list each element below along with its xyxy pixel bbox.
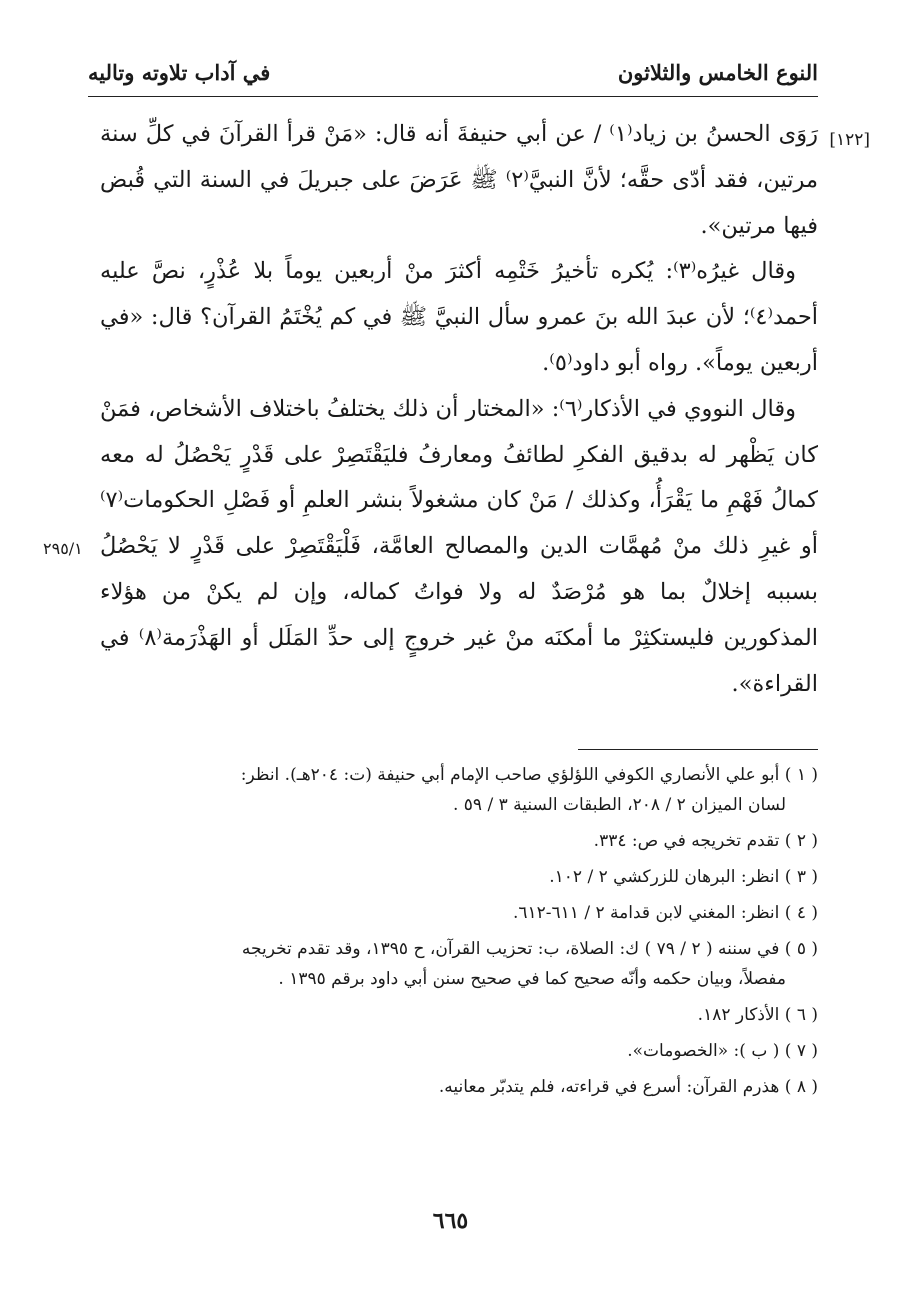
footnote-number: ( ٧ ): [784, 1041, 818, 1061]
footnote-text: انظر: المغني لابن قدامة ٢ / ٦١١-٦١٢.: [512, 903, 780, 923]
footnote-continuation: لسان الميزان ٢ / ٢٠٨، الطبقات السنية ٣ / ٥٩ .: [452, 795, 786, 815]
footnote-text: الأذكار ١٨٢.: [697, 1005, 780, 1025]
footnote-item: [100, 934, 818, 994]
footnote-number: ( ٣ ): [784, 867, 818, 887]
footnote-number: ( ٦ ): [784, 1005, 818, 1025]
footnote-text: في سننه ( ٢ / ٧٩ ) ك: الصلاة، ب: تحزيب القرآن، ح ١٣٩٥، وقد تقدم تخريجه: [241, 939, 780, 959]
page-number: ٦٦٥: [432, 1208, 469, 1234]
footnote-number: ( ٥ ): [784, 939, 818, 959]
footnote-item: [100, 1000, 818, 1030]
paragraph-1: رَوَى الحسنُ بن زياد⁽١⁾ / عن أبي حنيفةَ أنه قال: «مَنْ قرأ القرآنَ في كلِّ سنة مرتين، فقد أدّى حقَّه؛ لأنَّ النبيَّ⁽٢⁾ ﷺ عَرَضَ على جبريلَ في السنة التي قُبض فيها مرتين».: [100, 121, 819, 239]
footnote-number: ( ٤ ): [784, 903, 818, 923]
footnote-text: ( ب ): «الخصومات».: [627, 1041, 780, 1061]
header-chapter-title: النوع الخامس والثلاثون: [617, 59, 818, 85]
running-header: [88, 52, 818, 92]
main-text: [43, 112, 870, 707]
footnotes: [100, 760, 818, 1108]
paragraph-3: وقال النووي في الأذكار⁽٦⁾: «المختار أن ذلك يختلفُ باختلاف الأشخاص، فمَنْ كان يَظْهر له بدقيق الفكرِ لطائفُ ومعارفُ فليَقْتَصِرْ على قَدْرٍ يَحْصُلُ له معه كمالُ فَهْمِ ما يَقْرَأُ، وكذلك / مَنْ كان مشغولاً بنشر العلمِ أو فَصْلِ الحكومات⁽٧⁾ أو غيرِ ذلك منْ مُهمَّات الدين والمصالح العامَّة، فَلْيَقْتَصِرْ على قَدْرٍ لا يَحْصُلُ بسببه إخلالٌ بما هو مُرْصَدٌ له ولا فواتُ كماله، وإن لم يكنْ من هؤلاء المذكورين فليستكثِرْ ما أمكنَه منْ غير خروجٍ إلى حدِّ المَلَل أو الهَذْرَمة⁽٨⁾ في القراءة».: [100, 395, 819, 697]
margin-page-reference: ٢٩٥/١: [43, 539, 83, 558]
footnote-text: أبو علي الأنصاري الكوفي اللؤلؤي صاحب الإمام أبي حنيفة (ت: ٢٠٤هـ). انظر:: [240, 765, 780, 785]
header-section-title: في آداب تلاوته وتاليه: [88, 59, 271, 85]
footnote-item: [100, 760, 818, 820]
footnote-number: ( ٢ ): [784, 831, 818, 851]
footnote-number: ( ٨ ): [784, 1077, 818, 1097]
header-divider: [88, 96, 818, 97]
paragraph-number: [١٢٢]: [829, 130, 870, 150]
footnote-item: [100, 1036, 818, 1066]
footnote-number: ( ١ ): [784, 765, 818, 785]
footnote-item: [100, 898, 818, 928]
footnote-separator: [578, 749, 818, 750]
footnote-text: انظر: البرهان للزركشي ٢ / ١٠٢.: [549, 867, 780, 887]
footnote-item: [100, 862, 818, 892]
footnote-text: هذرم القرآن: أسرع في قراءته، فلم يتدبّر معانيه.: [438, 1077, 780, 1097]
footnote-item: [100, 826, 818, 856]
footnote-text: تقدم تخريجه في ص: ٣٣٤.: [593, 831, 780, 851]
footnote-item: [100, 1072, 818, 1102]
footnote-continuation: مفصلاً، وبيان حكمه وأنّه صحيح كما في صحيح سنن أبي داود برقم ١٣٩٥ .: [278, 969, 786, 989]
paragraph-2: وقال غيرُه⁽٣⁾: يُكره تأخيرُ خَتْمِه أكثرَ منْ أربعين يوماً بلا عُذْرٍ، نصَّ عليه أحمد⁽٤⁾؛ لأن عبدَ الله بنَ عمرو سأل النبيَّ ﷺ في كم يُخْتَمُ القرآن؟ قال: «في أربعين يوماً». رواه أبو داود⁽٥⁾.: [100, 258, 818, 376]
